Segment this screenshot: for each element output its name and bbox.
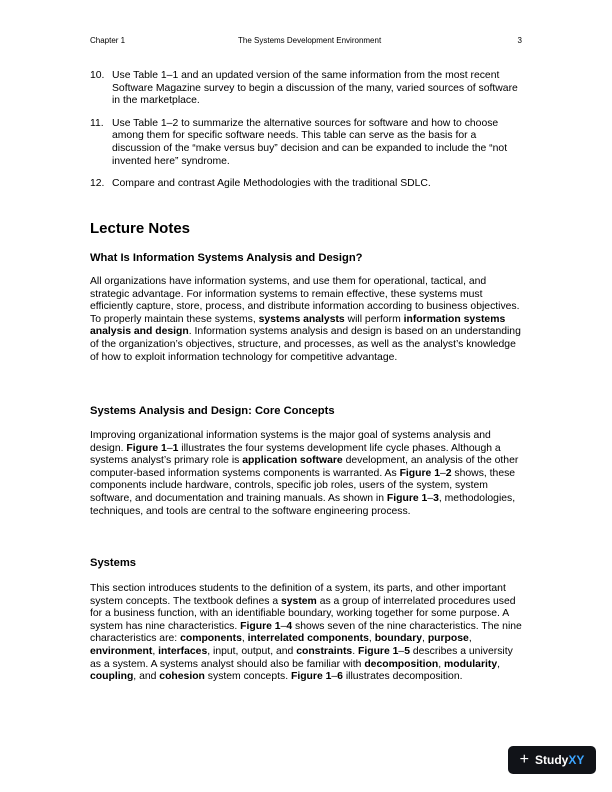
brand-main: Study xyxy=(534,753,569,767)
list-text: Use Table 1–1 and an updated version of the same information from the most recent Software Magazine survey to begin a discussion of the many, varied sources of software in the marketplace. xyxy=(112,70,518,107)
bold-term: interrelated components xyxy=(247,633,369,645)
text-run: system concepts. xyxy=(204,671,291,683)
text-run: . xyxy=(352,645,358,657)
lecture-notes-heading: Lecture Notes xyxy=(90,220,191,237)
text-run: shows, these components include hardware, controls, specific job roles, users of the system, system software, and documentation and training manuals. As shown in xyxy=(90,467,516,504)
text-run: Improving organizational information systems is the major goal of systems analysis and design. xyxy=(90,430,491,454)
section-heading: Systems Analysis and Design: Core Concepts xyxy=(90,405,335,417)
bold-term: systems analysts xyxy=(258,313,345,325)
section-paragraph xyxy=(90,430,522,518)
list-text: Compare and contrast Agile Methodologies with the traditional SDLC. xyxy=(112,178,431,190)
bold-term: Figure 1 xyxy=(386,492,428,504)
list-number: 10. xyxy=(90,70,105,81)
text-run: , xyxy=(497,658,501,670)
bold-term: components xyxy=(180,633,242,645)
studyxy-badge[interactable] xyxy=(508,746,596,774)
text-run: illustrates decomposition. xyxy=(342,671,463,683)
section-heading: What Is Information Systems Analysis and Design? xyxy=(90,252,363,264)
bold-term: 2 xyxy=(445,467,452,479)
bold-term: 4 xyxy=(286,620,293,632)
text-run: will perform xyxy=(344,313,404,325)
text-run: – xyxy=(398,645,405,657)
text-run: – xyxy=(280,620,287,632)
text-run: , xyxy=(438,658,444,670)
text-run: , xyxy=(241,633,248,645)
text-run: – xyxy=(166,442,173,454)
bold-term: coupling xyxy=(90,671,134,683)
bold-term: 3 xyxy=(433,492,439,504)
text-run: , xyxy=(468,633,472,645)
brand-accent: XY xyxy=(568,753,585,767)
bold-term: Figure 1 xyxy=(399,467,440,479)
bold-term: system xyxy=(280,595,317,607)
numbered-list xyxy=(90,70,520,201)
list-text: Use Table 1–2 to summarize the alternative sources for software and how to choose among them for specific software needs. This table can serve as the basis for a discussion of the “make versus buy” decision and can be expanded to include the “not invented here” syndrome. xyxy=(112,117,508,167)
bold-term: Figure 1 xyxy=(240,620,281,632)
bold-term: Figure 1 xyxy=(126,442,167,454)
bold-term: application software xyxy=(242,455,343,467)
list-number: 12. xyxy=(90,178,105,190)
text-run: – xyxy=(427,492,434,504)
bold-term: boundary xyxy=(374,633,423,645)
text-run: , methodologies, techniques, and tools are central to the software engineering process. xyxy=(90,492,516,517)
text-run: , xyxy=(422,633,428,645)
text-run: This section introduces students to the definition of a system, its parts, and other important system concepts. The textbook defines a xyxy=(90,583,506,607)
bold-term: environment xyxy=(90,645,153,657)
bold-term: Figure 1 xyxy=(358,645,399,657)
list-number: 11. xyxy=(90,117,104,129)
text-run: shows seven of the nine characteristics. The nine characteristics are: xyxy=(90,620,522,645)
bold-term: modularity xyxy=(444,658,498,670)
header-title: The Systems Development Environment xyxy=(238,36,382,45)
text-run: , input, output, and xyxy=(207,645,297,657)
bold-term: constraints xyxy=(296,645,353,657)
plus-icon: + xyxy=(519,751,529,768)
text-run: , xyxy=(368,633,375,645)
text-run: as a group of interrelated procedures used for a business function, with an identifiable boundary, working together for some purpose. A system has nine characteristics. xyxy=(90,595,516,632)
bold-term: decomposition xyxy=(364,658,439,670)
bold-term: cohesion xyxy=(159,671,205,683)
text-run: , xyxy=(152,645,159,657)
chapter-label: Chapter 1 xyxy=(90,36,126,45)
bold-term: information systems analysis and design xyxy=(90,313,506,338)
bold-term: 6 xyxy=(337,671,343,683)
brand-name xyxy=(535,753,584,767)
list-item xyxy=(90,178,520,191)
text-run: . Information systems analysis and design is based on an understanding of the organization’s objectives, structure, and processes, as well as the analyst’s knowledge of how to exploit information technology for competitive advantage. xyxy=(90,326,521,363)
bold-term: interfaces xyxy=(158,645,208,657)
section-paragraph xyxy=(90,583,522,684)
bold-term: purpose xyxy=(427,633,469,645)
section-paragraph xyxy=(90,276,522,364)
list-item xyxy=(90,118,520,168)
page-number: 3 xyxy=(517,36,522,45)
list-item xyxy=(90,70,520,108)
bold-term: 1 xyxy=(172,442,179,454)
text-run: illustrates the four systems development life cycle phases. Although a systems analyst’s primary role is xyxy=(90,442,501,467)
page-header xyxy=(90,36,522,48)
bold-term: 5 xyxy=(404,645,410,657)
text-run: describes a university as a system. A systems analyst should also be familiar with xyxy=(90,645,513,670)
text-run: – xyxy=(439,467,446,479)
text-run: development, an analysis of the other computer-based information systems components is warranted. As xyxy=(90,455,519,479)
text-run: All organizations have information systems, and use them for operational, tactical, and strategic advantage. For information systems to remain effective, these systems must efficiently capture, store, process, and distribute information according to business objectives. To properly maintain these systems, xyxy=(90,276,520,325)
text-run: , and xyxy=(133,671,160,683)
text-run: – xyxy=(331,671,338,683)
bold-term: Figure 1 xyxy=(290,671,332,683)
section-heading: Systems xyxy=(90,557,137,569)
